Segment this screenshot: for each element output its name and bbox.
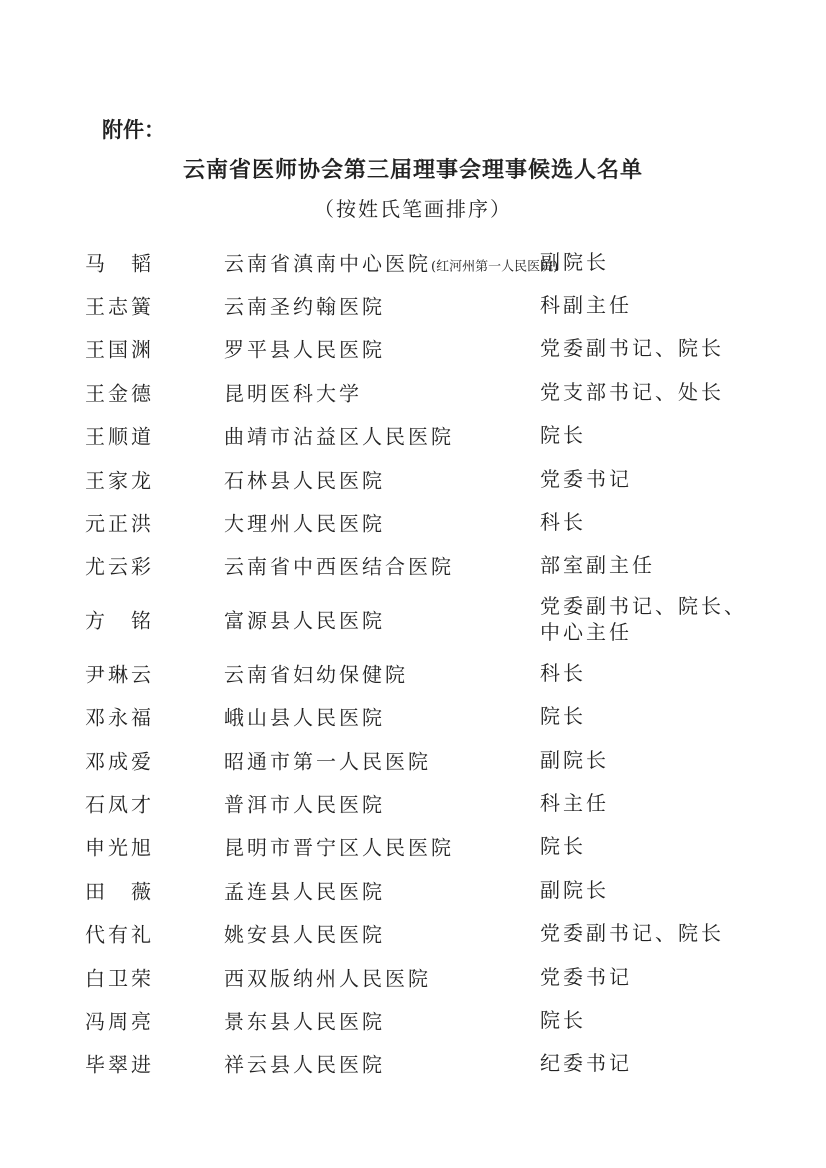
- candidate-institution: [224, 919, 385, 948]
- candidate-name: 元正洪: [85, 511, 154, 536]
- candidate-name: 王金德: [85, 381, 154, 406]
- candidate-row: [0, 955, 826, 998]
- candidate-name: 方 铭: [85, 608, 154, 633]
- candidate-position: 院长: [540, 834, 586, 859]
- candidate-position: 副院长: [540, 877, 609, 902]
- candidate-name: 白卫荣: [85, 966, 154, 991]
- institution-name: 云南省滇南中心医院: [224, 251, 431, 276]
- institution-name: 云南省妇幼保健院: [224, 662, 408, 687]
- candidate-row: [0, 457, 826, 500]
- candidate-position: 副院长: [540, 249, 609, 274]
- institution-name: 峨山县人民医院: [224, 705, 385, 730]
- candidate-institution: [224, 551, 454, 580]
- candidate-position: 院长: [540, 423, 586, 448]
- candidate-name: 冯周亮: [85, 1009, 154, 1034]
- institution-name: 昭通市第一人民医院: [224, 749, 431, 774]
- candidate-position: 科长: [540, 510, 586, 535]
- candidate-name: 尹琳云: [85, 662, 154, 687]
- document-subtitle: （按姓氏笔画排序）: [314, 197, 512, 221]
- candidate-institution: [224, 291, 385, 320]
- candidate-row: [0, 998, 826, 1041]
- candidate-row: [0, 414, 826, 457]
- candidate-row: [0, 738, 826, 781]
- institution-name: 曲靖市沾益区人民医院: [224, 424, 454, 449]
- candidate-row: [0, 911, 826, 954]
- candidate-row: [0, 868, 826, 911]
- candidate-institution: [224, 247, 558, 276]
- candidate-institution: [224, 658, 408, 687]
- candidate-institution: [224, 1049, 385, 1078]
- candidate-name: 田 薇: [85, 879, 154, 904]
- candidate-position: 党委副书记、院长、 中心主任: [540, 594, 747, 645]
- candidate-position: 科长: [540, 660, 586, 685]
- institution-name: 西双版纳州人民医院: [224, 966, 431, 991]
- document-title: 云南省医师协会第三届理事会理事候选人名单: [182, 158, 643, 183]
- candidate-institution: [224, 788, 385, 817]
- attachment-label: 附件：: [102, 118, 165, 142]
- candidate-institution: [224, 334, 385, 363]
- candidate-position: 科主任: [540, 790, 609, 815]
- candidate-row: [0, 587, 826, 651]
- candidate-position: 党支部书记、处长: [540, 379, 724, 404]
- candidate-position: 党委书记: [540, 964, 632, 989]
- candidate-row: [0, 240, 826, 283]
- institution-name: 昆明市晋宁区人民医院: [224, 835, 454, 860]
- candidate-position: 科副主任: [540, 293, 632, 318]
- candidate-row: [0, 500, 826, 543]
- candidate-row: [0, 825, 826, 868]
- candidate-row: [0, 781, 826, 824]
- candidate-position: 副院长: [540, 747, 609, 772]
- candidate-institution: [224, 605, 385, 634]
- institution-name: 姚安县人民医院: [224, 922, 385, 947]
- candidate-name: 王志簧: [85, 294, 154, 319]
- candidate-name: 申光旭: [85, 835, 154, 860]
- candidate-position: 部室副主任: [540, 553, 655, 578]
- institution-name: 云南省中西医结合医院: [224, 554, 454, 579]
- candidate-row: [0, 370, 826, 413]
- candidate-row: [0, 283, 826, 326]
- institution-note: (红河州第一人民医院): [431, 259, 559, 275]
- institution-name: 景东县人民医院: [224, 1009, 385, 1034]
- candidate-name: 石凤才: [85, 792, 154, 817]
- candidate-institution: [224, 962, 431, 991]
- institution-name: 昆明医科大学: [224, 381, 362, 406]
- candidate-name: 王国渊: [85, 337, 154, 362]
- candidate-position: 党委副书记、院长: [540, 921, 724, 946]
- candidate-name: 马 韬: [85, 251, 154, 276]
- institution-name: 富源县人民医院: [224, 608, 385, 633]
- candidate-institution: [224, 508, 385, 537]
- candidate-name: 邓成爱: [85, 749, 154, 774]
- institution-name: 罗平县人民医院: [224, 337, 385, 362]
- candidate-institution: [224, 421, 454, 450]
- candidate-name: 王家龙: [85, 468, 154, 493]
- candidate-position: 党委书记: [540, 466, 632, 491]
- candidate-row: [0, 544, 826, 587]
- candidate-row: [0, 327, 826, 370]
- candidate-name: 尤云彩: [85, 554, 154, 579]
- institution-name: 普洱市人民医院: [224, 792, 385, 817]
- candidate-position: 院长: [540, 1007, 586, 1032]
- candidate-institution: [224, 875, 385, 904]
- institution-name: 石林县人民医院: [224, 468, 385, 493]
- candidate-list: [0, 240, 826, 1085]
- candidate-name: 代有礼: [85, 922, 154, 947]
- candidate-institution: [224, 745, 431, 774]
- candidate-name: 王顺道: [85, 424, 154, 449]
- candidate-institution: [224, 377, 362, 406]
- candidate-institution: [224, 464, 385, 493]
- institution-name: 云南圣约翰医院: [224, 294, 385, 319]
- candidate-position: 党委副书记、院长: [540, 336, 724, 361]
- candidate-institution: [224, 832, 454, 861]
- institution-name: 大理州人民医院: [224, 511, 385, 536]
- institution-name: 祥云县人民医院: [224, 1052, 385, 1077]
- candidate-position: 纪委书记: [540, 1051, 632, 1076]
- candidate-position: 院长: [540, 704, 586, 729]
- institution-name: 孟连县人民医院: [224, 879, 385, 904]
- candidate-institution: [224, 702, 385, 731]
- candidate-row: [0, 1042, 826, 1085]
- candidate-row: [0, 651, 826, 694]
- candidate-row: [0, 695, 826, 738]
- candidate-name: 毕翠进: [85, 1052, 154, 1077]
- candidate-institution: [224, 1005, 385, 1034]
- candidate-name: 邓永福: [85, 705, 154, 730]
